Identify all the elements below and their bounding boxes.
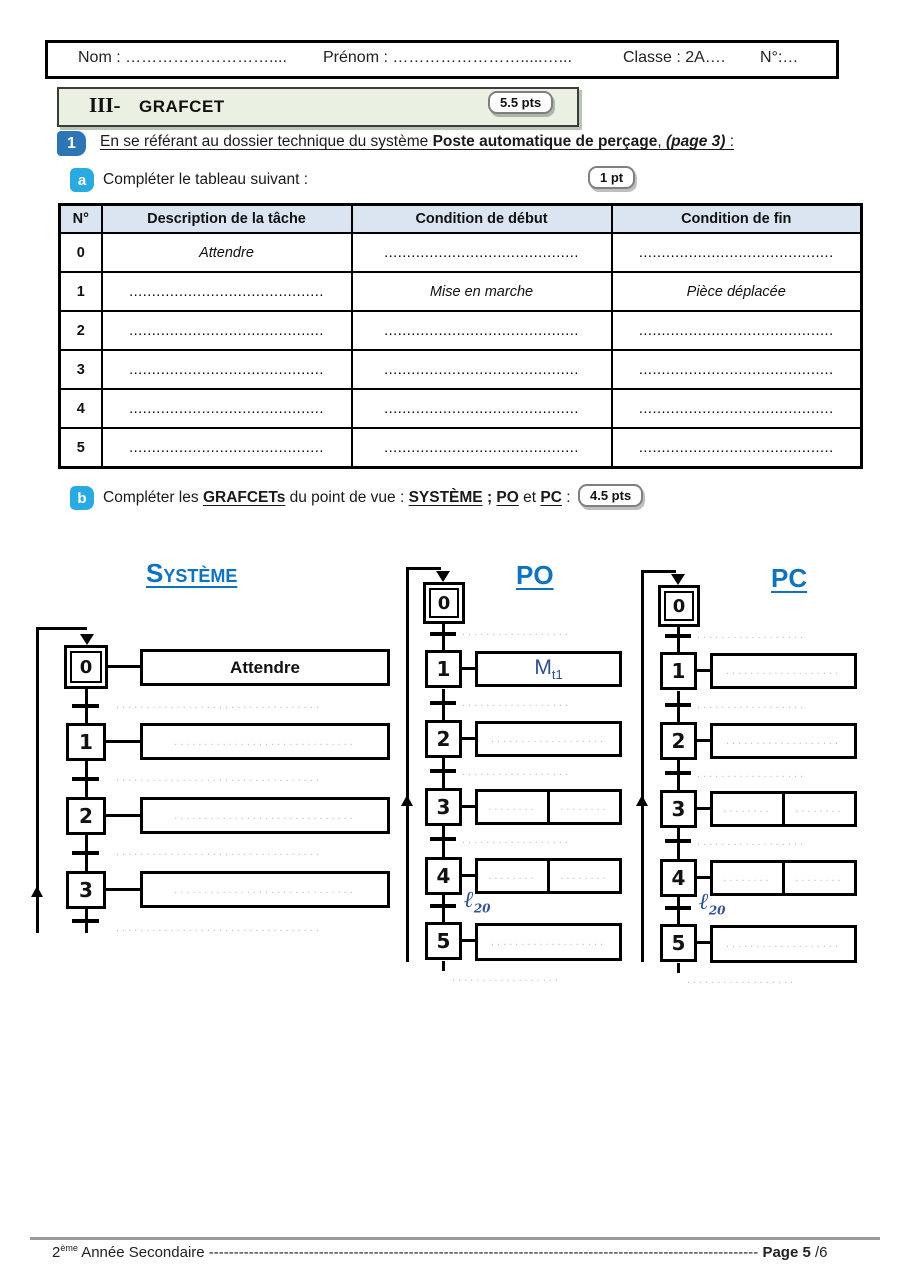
pc-transition-4-label: ℓ$_{20}$ [699,888,726,918]
row-4-debut: ........................................... [352,389,612,428]
b-t8: PC [540,489,562,506]
pc-link-5-end [677,963,680,973]
po-action-3 [475,789,622,825]
systeme-step-0 [64,645,108,689]
po-up-arrow-icon [401,795,413,806]
part-a-badge: a [70,168,94,192]
pc-action-3 [710,791,857,827]
systeme-up-arrow-icon [31,886,43,897]
col-header-debut: Condition de début [352,205,612,234]
row-4-fin: ........................................... [612,389,862,428]
footer-page-total: /6 [810,1244,828,1261]
footer-dashes: -------------------------------------------------------------------------------------------------------------- [208,1244,759,1261]
footer-divider [30,1237,880,1240]
row-0-debut: ........................................... [352,233,612,272]
pc-transition-0-dots: .................. [697,629,807,641]
classe-field: Classe : 2A…. [623,49,726,66]
systeme-action-3 [140,871,390,908]
po-transition-1-dots: .................. [462,697,572,709]
pc-bottom-dots: .................. [687,974,797,986]
po-action-4 [475,858,622,894]
systeme-transition-1 [72,777,99,781]
q1-prefix: En se référant au dossier technique du système [100,133,433,150]
grafcet-po-title: PO [516,560,554,590]
b-t7: et [518,489,541,506]
b-t9: : [561,489,571,506]
part-a-label: Compléter le tableau suivant : [103,171,309,188]
table-row [60,389,862,428]
section-title: GRAFCET [139,97,225,116]
pc-step-0-number: 0 [664,591,694,621]
row-3-fin: ........................................... [612,350,862,389]
systeme-step-1: 1 [66,723,106,761]
systeme-connector-0 [108,665,140,668]
row-3-n: 3 [60,350,102,389]
part-b-badge: b [70,486,94,510]
question-1-text [100,133,734,151]
pc-action-4-right: ........ [782,863,854,893]
po-action-4-right: ........ [547,861,619,891]
po-link-5-end [442,961,445,971]
po-step-5: 5 [425,922,462,960]
pc-transition-1-dots: .................. [697,699,807,711]
row-0-n: 0 [60,233,102,272]
table-row [60,428,862,468]
q1-colon: : [725,133,735,150]
po-transition-2-dots: .................. [462,766,572,778]
po-action-3-left: ........ [488,801,537,813]
section-numeral: III- [89,93,121,117]
po-transition-4 [430,904,456,908]
pc-feedback-top-line [641,570,676,573]
q1-system-name: Poste automatique de perçage [432,133,658,150]
pc-action-5 [710,925,857,963]
pc-connector-4 [697,876,710,879]
pc-link-0-1 [677,627,680,652]
pc-action-3-right: ........ [782,794,854,824]
pc-connector-5 [697,941,710,944]
question-1-badge: 1 [57,131,86,156]
po-step-0-number: 0 [429,588,459,618]
b-t5: ; [482,489,497,506]
po-transition-3 [430,837,456,841]
row-2-debut: ........................................... [352,311,612,350]
row-4-n: 4 [60,389,102,428]
grafcet-pc-title: PC [771,563,808,593]
systeme-connector-2 [106,814,140,817]
row-5-debut: ........................................... [352,428,612,468]
systeme-transition-2-dots: .................................. [116,846,322,858]
po-step-1: 1 [425,650,462,688]
pc-feedback-line [641,570,644,962]
numero-field: N°:… [760,49,799,66]
part-b-label [103,489,571,507]
pc-transition-2-dots: .................. [697,768,807,780]
systeme-feedback-top-line [36,627,87,630]
systeme-action-0 [140,649,390,686]
part-a-points-badge: 1 pt [588,166,635,189]
po-step-3: 3 [425,788,462,826]
po-transition-3-dots: .................. [462,834,572,846]
footer-text [52,1243,828,1261]
po-feedback-line [406,567,409,962]
row-0-desc: Attendre [102,233,352,272]
pc-transition-2 [665,771,691,775]
row-5-desc: ........................................... [102,428,352,468]
po-action-4-left: ........ [488,870,537,882]
po-transition-1 [430,701,456,705]
row-3-debut: ........................................... [352,350,612,389]
pc-action-4-left: ........ [723,872,772,884]
row-4-desc: ........................................... [102,389,352,428]
prenom-field: Prénom : …………………….....…... [323,49,572,66]
row-0-fin: ........................................... [612,233,862,272]
pc-transition-1 [665,703,691,707]
pc-transition-0 [665,634,691,638]
pc-step-0 [658,585,700,627]
b-t1: Compléter les [103,489,203,506]
part-b-points-badge: 4.5 pts [578,484,643,507]
systeme-transition-0-dots: .................................. [116,699,322,711]
po-connector-2 [462,737,475,740]
pc-link-2-3 [677,760,680,790]
systeme-transition-3-dots: .................................. [116,922,322,934]
nom-field: Nom : ……………………….... [78,49,287,66]
systeme-step-3: 3 [66,871,106,909]
table-header-row [60,205,862,234]
po-action-2 [475,721,622,757]
row-1-fin: Pièce déplacée [612,272,862,311]
col-header-n: N° [60,205,102,234]
pc-step-5: 5 [660,924,697,962]
footer-grade-sup: ème [60,1243,78,1253]
pc-step-3: 3 [660,790,697,828]
b-t3: du point de vue : [285,489,409,506]
po-connector-1 [462,667,475,670]
pc-connector-2 [697,739,710,742]
footer-grade-num: 2 [52,1244,61,1261]
po-bottom-dots: .................. [452,972,562,984]
systeme-transition-3 [72,919,99,923]
po-action-1-label: $M_{t1}$ [534,655,563,683]
pc-action-2-dots: ................... [725,735,842,747]
footer-grade-rest: Année Secondaire [77,1244,209,1261]
row-5-n: 5 [60,428,102,468]
b-t4: SYSTÈME [408,489,483,506]
table-row [60,233,862,272]
po-action-3-right: ........ [547,792,619,822]
systeme-action-0-label: Attendre [230,657,300,677]
pc-transition-4 [665,906,691,910]
po-transition-2 [430,769,456,773]
po-action-5 [475,923,622,961]
pc-step-2: 2 [660,722,697,760]
b-t6: PO [496,489,519,506]
pc-action-4 [710,860,857,896]
po-connector-3 [462,805,475,808]
pc-step-4: 4 [660,859,697,897]
systeme-action-1-dots: .............................. [174,735,356,748]
systeme-down-arrow-icon [80,634,94,645]
pc-step-1: 1 [660,652,697,690]
table-row [60,350,862,389]
systeme-action-2 [140,797,390,834]
task-table [58,203,863,469]
systeme-transition-1-dots: .................................. [116,772,322,784]
po-feedback-top-line [406,567,441,570]
po-link-3-4 [442,826,445,857]
pc-transition-3 [665,839,691,843]
pc-action-1 [710,653,857,689]
footer-page-number: Page 5 [762,1244,811,1261]
section-points-badge: 5.5 pts [488,91,553,114]
po-step-0 [423,582,465,624]
po-step-2: 2 [425,720,462,758]
po-link-0-1 [442,624,445,650]
table-row [60,272,862,311]
pc-action-5-dots: ................... [725,938,842,950]
col-header-desc: Description de la tâche [102,205,352,234]
row-1-debut: Mise en marche [352,272,612,311]
po-down-arrow-icon [436,571,450,582]
systeme-connector-3 [106,888,140,891]
pc-link-4-5 [677,897,680,924]
row-5-fin: ........................................... [612,428,862,468]
systeme-step-2: 2 [66,797,106,835]
col-header-fin: Condition de fin [612,205,862,234]
row-2-desc: ........................................... [102,311,352,350]
systeme-step-0-number: 0 [70,651,102,683]
grafcet-systeme-title: Système [146,558,238,588]
pc-action-2 [710,723,857,759]
po-transition-4-label: ℓ$_{20}$ [464,886,491,916]
po-action-5-dots: ................... [490,936,607,948]
pc-action-1-dots: ................... [725,665,842,677]
pc-action-3-left: ........ [723,803,772,815]
pc-transition-3-dots: .................. [697,836,807,848]
row-1-desc: ........................................... [102,272,352,311]
systeme-action-2-dots: .............................. [174,809,356,822]
po-connector-5 [462,939,475,942]
pc-connector-1 [697,669,710,672]
po-step-4: 4 [425,857,462,895]
po-link-2-3 [442,758,445,788]
po-connector-4 [462,874,475,877]
row-3-desc: ........................................... [102,350,352,389]
q1-comma: , [657,133,667,150]
table-row [60,311,862,350]
pc-connector-3 [697,807,710,810]
pc-link-3-4 [677,828,680,859]
systeme-action-1 [140,723,390,760]
b-t2: GRAFCETs [202,489,286,506]
po-action-2-dots: ................... [490,733,607,745]
po-transition-0-dots: .................. [462,626,572,638]
systeme-transition-0 [72,704,99,708]
systeme-action-3-dots: .............................. [174,883,356,896]
po-link-4-5 [442,895,445,922]
identity-box [45,40,839,79]
pc-up-arrow-icon [636,795,648,806]
row-2-n: 2 [60,311,102,350]
po-action-1 [475,651,622,687]
pc-down-arrow-icon [671,574,685,585]
row-2-fin: ........................................... [612,311,862,350]
systeme-connector-1 [106,740,140,743]
row-1-n: 1 [60,272,102,311]
po-transition-0 [430,632,456,636]
q1-page-ref: (page 3) [666,133,726,150]
systeme-transition-2 [72,851,99,855]
